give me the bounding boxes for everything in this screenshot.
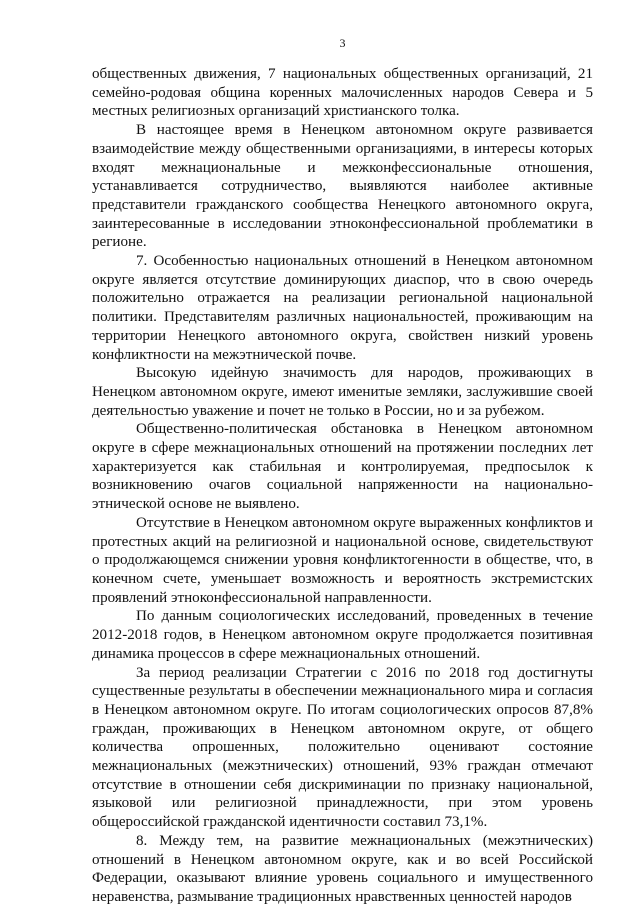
paragraph-4: Высокую идейную значимость для народов, проживающих в Ненецком автономном округе, имеют именитые земляки, заслужившие своей деятельностью уважение и почет не только в России, но и за рубежом. [92,365,593,419]
paragraph-8: За период реализации Стратегии с 2016 по 2018 год достигнуты существенные результаты в обеспечении межнационального мира и согласия в Ненецком автономном округе. По итогам социологических опросов 87,8% граждан, проживающих в Ненецком автономном округе, от общего количества опрошенных, положительно оценивают состояние межнациональных (межэтнических) отношений, 93% граждан отмечают отсутствие в отношении себя дискриминации по признаку национальной, языковой или религиозной принадлежности, при этом уровень общероссийской гражданской идентичности составил 73,1%. [92,664,593,831]
paragraph-6: Отсутствие в Ненецком автономном округе выраженных конфликтов и протестных акций на религиозной и национальной основе, свидетельствуют о продолжающемся снижении уровня конфликтогенности в обществе, что, в конечном счете, уменьшает возможность и вероятность экстремистских проявлений этноконфессиональной направленности. [92,514,593,606]
paragraph-7: По данным социологических исследований, проведенных в течение 2012-2018 годов, в Ненецком автономном округе продолжается позитивная динамика процессов в сфере межнациональных отношений. [92,608,593,662]
paragraph-1: общественных движения, 7 национальных общественных организаций, 21 семейно-родовая община коренных малочисленных народов Севера и 5 местных религиозных организаций христианского толка. [92,66,593,120]
paragraph-2: В настоящее время в Ненецком автономном округе развивается взаимодействие между общественными организациями, в интересы которых входят межнациональные и межконфессиональные отношения, устанавливается сотрудничество, выявляются наиболее активные представители гражданского сообщества Ненецкого автономного округа, заинтересованные в исследовании этноконфессиональной проблематики в регионе. [92,122,593,251]
page-number: 3 [339,36,346,50]
paragraph-5: Общественно-политическая обстановка в Ненецком автономном округе в сфере межнациональных отношений на протяжении последних лет характеризуется как стабильная и контролируемая, предпосылок к возникновению очагов социальной напряженности на национально-этнической основе не выявлено. [92,421,593,513]
paragraph-3: 7. Особенностью национальных отношений в Ненецком автономном округе является отсутствие доминирующих диаспор, что в свою очередь положительно отражается на реализации региональной национальной политики. Представителям различных национальностей, проживающим на территории Ненецкого автономного округа, свойствен низкий уровень конфликтности на межэтнической почве. [92,253,593,363]
paragraph-9: 8. Между тем, на развитие межнациональных (межэтнических) отношений в Ненецком автономном округе, как и во всей Российской Федерации, оказывают влияние уровень социального и имущественного неравенства, размывание традиционных нравственных ценностей народов [92,832,593,905]
